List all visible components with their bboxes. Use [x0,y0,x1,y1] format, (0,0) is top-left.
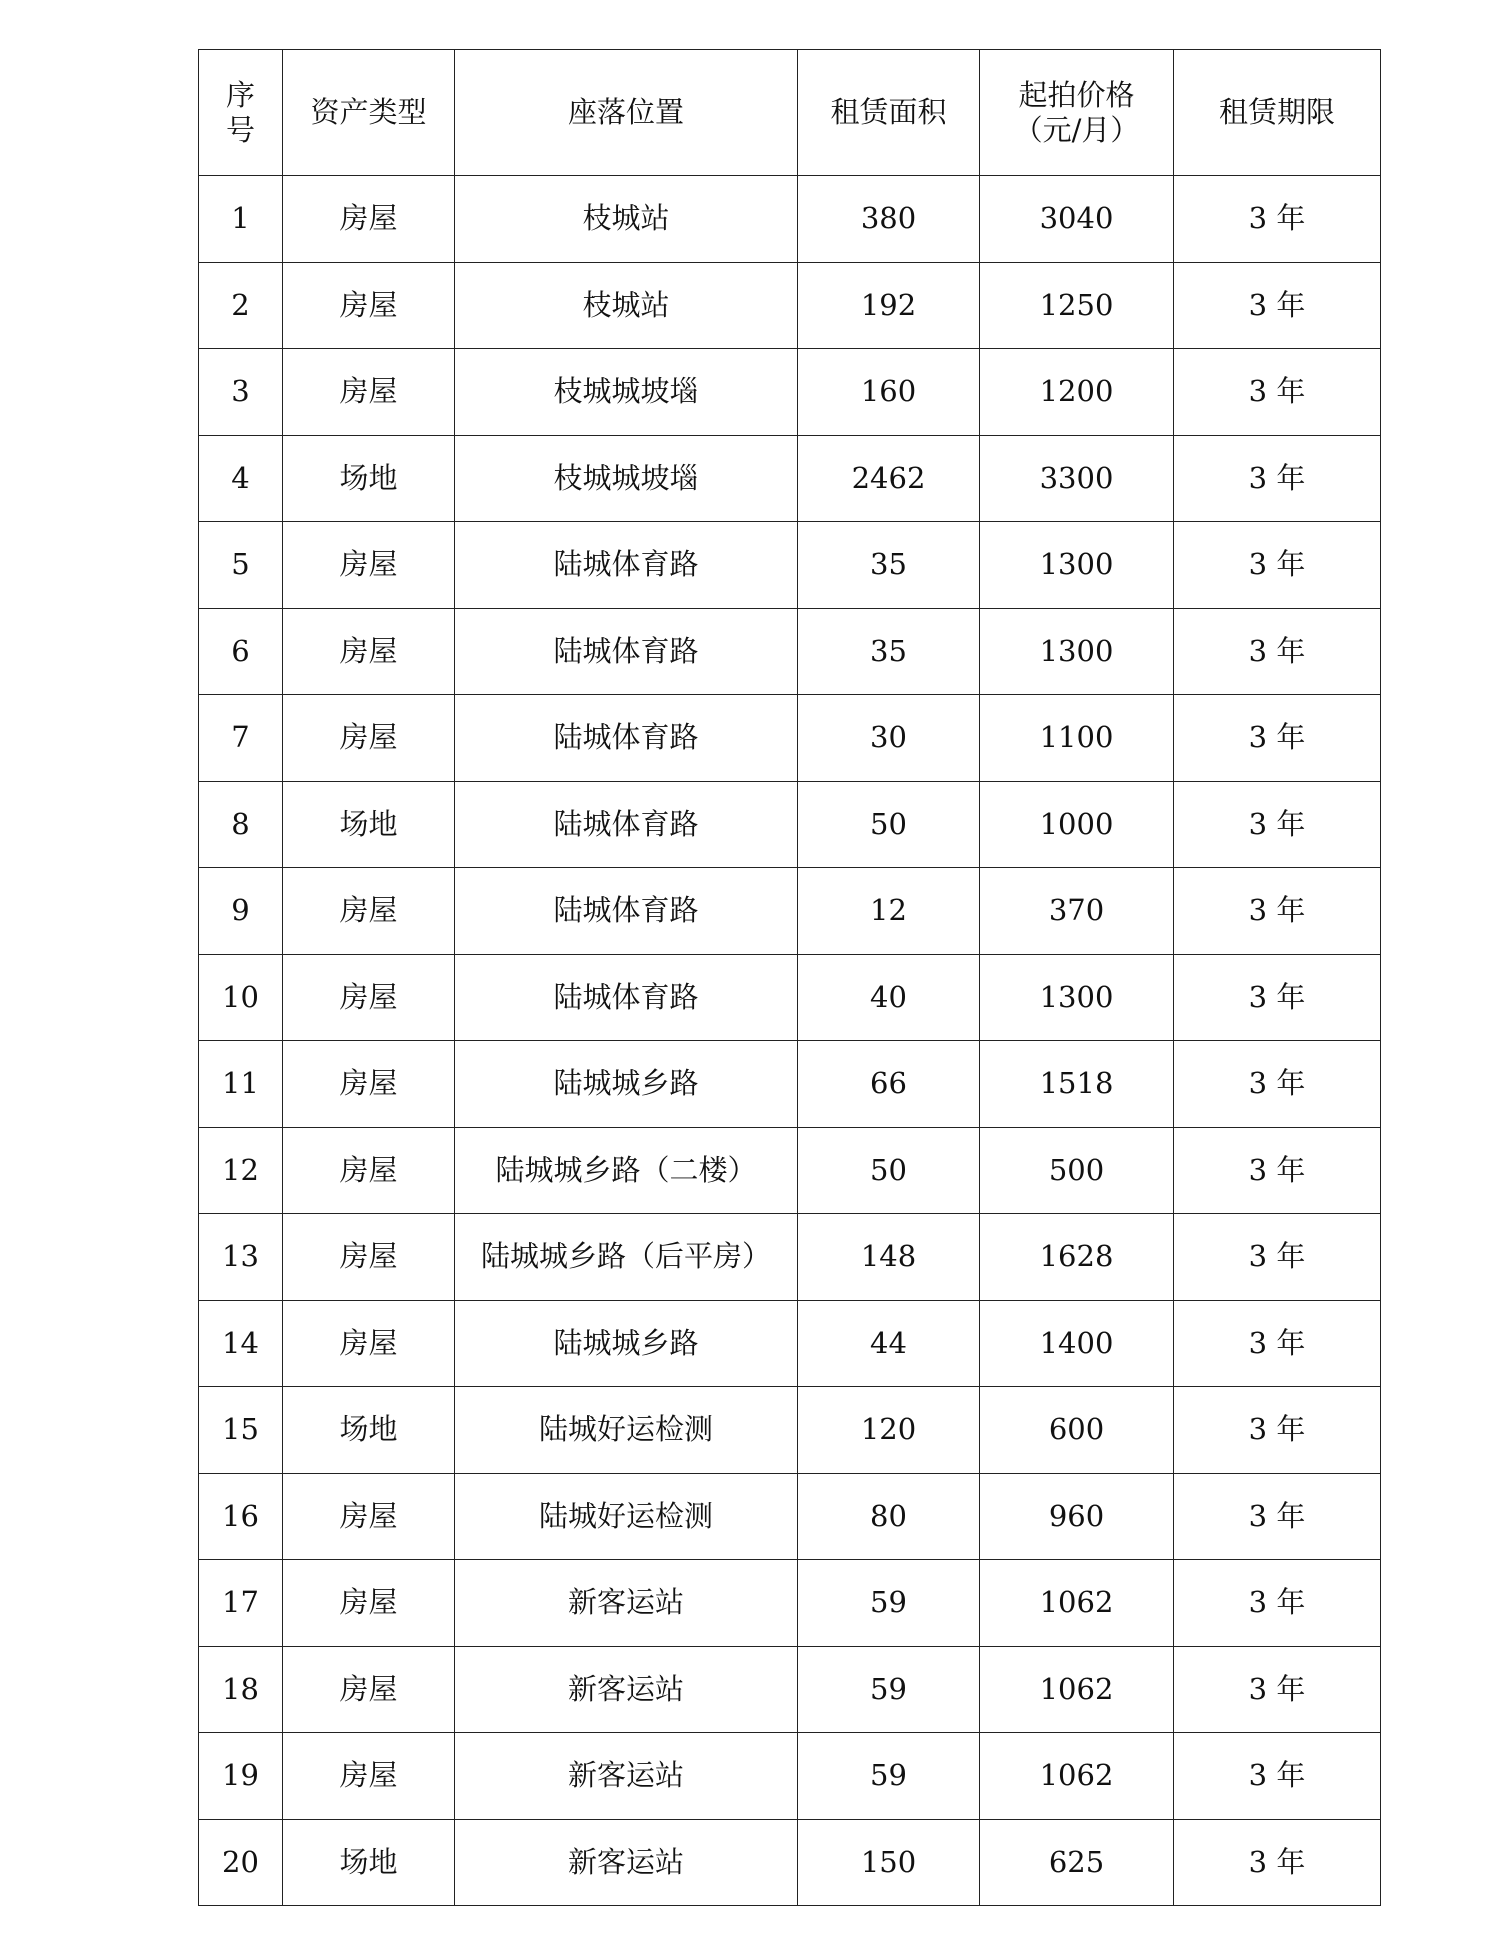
cell-area: 50 [798,1127,980,1214]
header-term: 租赁期限 [1174,50,1381,176]
header-location: 座落位置 [455,50,798,176]
cell-area: 80 [798,1473,980,1560]
header-price [980,50,1174,176]
cell-price: 1300 [980,608,1174,695]
cell-asset-type: 房屋 [283,1041,455,1128]
cell-asset-type: 房屋 [283,1300,455,1387]
table-row [199,435,1381,522]
cell-asset-type: 场地 [283,1819,455,1906]
cell-area: 44 [798,1300,980,1387]
cell-no: 12 [199,1127,283,1214]
header-price-line2: （元/月） [1013,112,1140,147]
cell-asset-type: 房屋 [283,1733,455,1820]
cell-asset-type: 房屋 [283,1473,455,1560]
table-row [199,1560,1381,1647]
cell-term: 3 年 [1174,1560,1381,1647]
cell-no: 15 [199,1387,283,1474]
cell-term: 3 年 [1174,1733,1381,1820]
table-row [199,176,1381,263]
cell-term: 3 年 [1174,1127,1381,1214]
cell-location: 枝城站 [455,176,798,263]
cell-asset-type: 房屋 [283,868,455,955]
table-row [199,954,1381,1041]
cell-no: 13 [199,1214,283,1301]
cell-location: 枝城城坡堖 [455,435,798,522]
cell-asset-type: 房屋 [283,608,455,695]
cell-area: 59 [798,1560,980,1647]
cell-asset-type: 场地 [283,781,455,868]
cell-term: 3 年 [1174,1646,1381,1733]
cell-price: 960 [980,1473,1174,1560]
cell-term: 3 年 [1174,781,1381,868]
cell-no: 11 [199,1041,283,1128]
cell-no: 14 [199,1300,283,1387]
table-row [199,349,1381,436]
cell-area: 150 [798,1819,980,1906]
cell-term: 3 年 [1174,1819,1381,1906]
cell-term: 3 年 [1174,1473,1381,1560]
cell-no: 5 [199,522,283,609]
cell-price: 1300 [980,954,1174,1041]
lease-asset-table [198,49,1381,1906]
table-row [199,1127,1381,1214]
cell-price: 370 [980,868,1174,955]
cell-no: 19 [199,1733,283,1820]
cell-term: 3 年 [1174,695,1381,782]
cell-price: 625 [980,1819,1174,1906]
cell-no: 8 [199,781,283,868]
cell-no: 9 [199,868,283,955]
cell-location: 新客运站 [455,1646,798,1733]
cell-area: 40 [798,954,980,1041]
cell-no: 18 [199,1646,283,1733]
cell-location: 陆城体育路 [455,954,798,1041]
cell-location: 陆城体育路 [455,868,798,955]
cell-asset-type: 房屋 [283,522,455,609]
cell-area: 120 [798,1387,980,1474]
header-no [199,50,283,176]
table-row [199,522,1381,609]
cell-term: 3 年 [1174,262,1381,349]
cell-location: 新客运站 [455,1733,798,1820]
cell-asset-type: 房屋 [283,1127,455,1214]
cell-term: 3 年 [1174,1300,1381,1387]
cell-no: 1 [199,176,283,263]
cell-price: 1300 [980,522,1174,609]
cell-location: 枝城站 [455,262,798,349]
cell-price: 3300 [980,435,1174,522]
cell-area: 148 [798,1214,980,1301]
cell-term: 3 年 [1174,1041,1381,1128]
table-row [199,1041,1381,1128]
cell-location: 陆城体育路 [455,608,798,695]
cell-area: 66 [798,1041,980,1128]
cell-price: 1400 [980,1300,1174,1387]
table-row [199,1819,1381,1906]
header-price-line1: 起拍价格 [1018,77,1135,112]
cell-term: 3 年 [1174,176,1381,263]
table-row [199,1646,1381,1733]
cell-price: 1000 [980,781,1174,868]
cell-price: 500 [980,1127,1174,1214]
cell-price: 1062 [980,1733,1174,1820]
cell-area: 30 [798,695,980,782]
cell-asset-type: 房屋 [283,954,455,1041]
table-row [199,1473,1381,1560]
cell-asset-type: 房屋 [283,1214,455,1301]
cell-location: 陆城体育路 [455,695,798,782]
cell-location: 陆城城乡路（二楼） [455,1127,798,1214]
cell-price: 600 [980,1387,1174,1474]
cell-price: 1100 [980,695,1174,782]
header-row [199,50,1381,176]
table-row [199,695,1381,782]
cell-location: 新客运站 [455,1560,798,1647]
cell-price: 1062 [980,1646,1174,1733]
table-row [199,1733,1381,1820]
cell-no: 6 [199,608,283,695]
cell-price: 1628 [980,1214,1174,1301]
cell-asset-type: 房屋 [283,1646,455,1733]
cell-price: 1200 [980,349,1174,436]
cell-asset-type: 房屋 [283,349,455,436]
cell-no: 2 [199,262,283,349]
cell-location: 新客运站 [455,1819,798,1906]
cell-area: 35 [798,608,980,695]
cell-area: 380 [798,176,980,263]
cell-location: 陆城城乡路（后平房） [455,1214,798,1301]
cell-area: 50 [798,781,980,868]
cell-term: 3 年 [1174,435,1381,522]
cell-term: 3 年 [1174,868,1381,955]
cell-location: 陆城体育路 [455,781,798,868]
cell-term: 3 年 [1174,349,1381,436]
cell-no: 17 [199,1560,283,1647]
cell-location: 陆城好运检测 [455,1387,798,1474]
cell-location: 陆城城乡路 [455,1300,798,1387]
cell-term: 3 年 [1174,1387,1381,1474]
cell-no: 7 [199,695,283,782]
header-no-label: 序号 [226,77,256,147]
cell-location: 陆城城乡路 [455,1041,798,1128]
cell-term: 3 年 [1174,522,1381,609]
cell-term: 3 年 [1174,954,1381,1041]
table-row [199,262,1381,349]
table-body [199,176,1381,1906]
table-row [199,608,1381,695]
cell-no: 16 [199,1473,283,1560]
cell-location: 陆城好运检测 [455,1473,798,1560]
cell-term: 3 年 [1174,1214,1381,1301]
table-header [199,50,1381,176]
cell-asset-type: 房屋 [283,176,455,263]
cell-area: 192 [798,262,980,349]
cell-area: 160 [798,349,980,436]
cell-price: 3040 [980,176,1174,263]
table-row [199,1387,1381,1474]
cell-area: 2462 [798,435,980,522]
cell-term: 3 年 [1174,608,1381,695]
header-area: 租赁面积 [798,50,980,176]
cell-location: 陆城体育路 [455,522,798,609]
cell-no: 10 [199,954,283,1041]
cell-price: 1062 [980,1560,1174,1647]
header-asset-type: 资产类型 [283,50,455,176]
cell-no: 3 [199,349,283,436]
table-row [199,868,1381,955]
cell-area: 35 [798,522,980,609]
cell-asset-type: 房屋 [283,695,455,782]
cell-no: 4 [199,435,283,522]
cell-asset-type: 房屋 [283,1560,455,1647]
cell-asset-type: 场地 [283,1387,455,1474]
cell-asset-type: 房屋 [283,262,455,349]
cell-no: 20 [199,1819,283,1906]
cell-location: 枝城城坡堖 [455,349,798,436]
table-row [199,781,1381,868]
cell-area: 59 [798,1646,980,1733]
cell-area: 59 [798,1733,980,1820]
cell-asset-type: 场地 [283,435,455,522]
table-row [199,1300,1381,1387]
cell-price: 1250 [980,262,1174,349]
cell-area: 12 [798,868,980,955]
cell-price: 1518 [980,1041,1174,1128]
table-row [199,1214,1381,1301]
